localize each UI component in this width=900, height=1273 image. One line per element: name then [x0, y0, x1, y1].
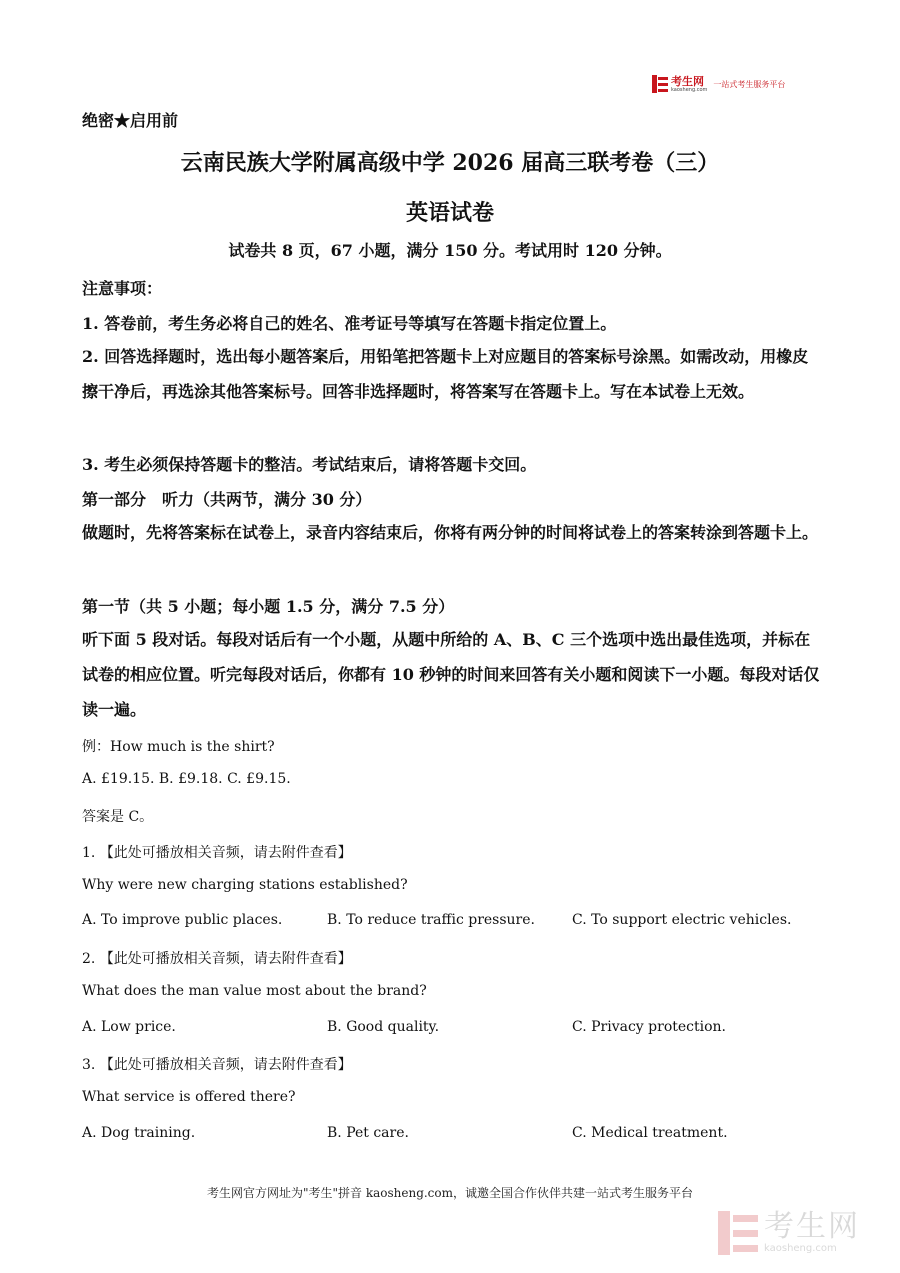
- question-2-option-c: C. Privacy protection.: [572, 1019, 726, 1035]
- logo-cn: 考生网: [671, 74, 704, 88]
- question-1-option-a: A. To improve public places.: [82, 912, 283, 928]
- exam-title: 云南民族大学附属高级中学 2026 届高三联考卷（三）: [180, 150, 720, 176]
- question-3-text: What service is offered there?: [82, 1089, 296, 1105]
- question-2-option-a: A. Low price.: [82, 1019, 176, 1035]
- notice-item-1: 1. 答卷前，考生务必将自己的姓名、准考证号等填写在答题卡指定位置上。: [82, 314, 617, 333]
- watermark-cn: 考生网: [764, 1209, 860, 1244]
- question-3-audio: 3. 【此处可播放相关音频，请去附件查看】: [82, 1057, 352, 1073]
- logo-slogan: 一站式考生服务平台: [713, 79, 786, 89]
- question-3-option-b: B. Pet care.: [327, 1125, 409, 1141]
- confidential-label: 绝密★启用前: [82, 111, 179, 130]
- question-3-option-c: C. Medical treatment.: [572, 1125, 728, 1141]
- part1-heading: 第一部分 听力（共两节，满分 30 分）: [82, 490, 372, 509]
- question-2-text: What does the man value most about the brand?: [82, 983, 427, 999]
- logo-mark-icon: [652, 75, 668, 93]
- question-2-option-b: B. Good quality.: [327, 1019, 440, 1035]
- exam-subtitle: 英语试卷: [405, 200, 494, 226]
- watermark-logo: [718, 1208, 888, 1258]
- question-1-option-b: B. To reduce traffic pressure.: [327, 912, 535, 928]
- section1-heading: 第一节（共 5 小题；每小题 1.5 分，满分 7.5 分）: [82, 597, 455, 616]
- notice-item-2: 2. 回答选择题时，选出每小题答案后，用铅笔把答题卡上对应题目的答案标号涂黑。如需改动，用橡皮擦干净后，再选涂其他答案标号。回答非选择题时，将答案写在答题卡上。写在本试卷上无效。: [82, 347, 809, 401]
- question-1-text: Why were new charging stations established?: [82, 877, 408, 893]
- question-2-audio: 2. 【此处可播放相关音频，请去附件查看】: [82, 951, 352, 967]
- section1-instructions: 听下面 5 段对话。每段对话后有一个小题，从题中所给的 A、B、C 三个选项中选出最佳选项，并标在试卷的相应位置。听完每段对话后，你都有 10 秒钟的时间来回答有关小题和阅读下一小题。每段对话仅读一遍。: [82, 630, 820, 719]
- question-3-option-a: A. Dog training.: [82, 1125, 196, 1141]
- example-question: 例：How much is the shirt?: [82, 739, 275, 755]
- question-1-option-c: C. To support electric vehicles.: [572, 912, 792, 928]
- logo-wordmark: [671, 76, 707, 93]
- page-footer: 考生网官方网址为"考生"拼音 kaosheng.com，诚邀全国合作伙伴共建一站式考生服务平台: [206, 1186, 694, 1200]
- part1-instructions: 做题时，先将答案标在试卷上，录音内容结束后，你将有两分钟的时间将试卷上的答案转涂到答题卡上。: [82, 523, 819, 542]
- notice-item-3: 3. 考生必须保持答题卡的整洁。考试结束后，请将答题卡交回。: [82, 455, 537, 474]
- example-answer: 答案是 C。: [82, 809, 154, 825]
- notice-heading: 注意事项：: [82, 279, 163, 298]
- logo-en: kaosheng.com: [671, 86, 708, 93]
- question-1-audio: 1. 【此处可播放相关音频，请去附件查看】: [82, 845, 352, 861]
- header-logo: [652, 73, 785, 95]
- watermark-en: kaosheng.com: [764, 1243, 837, 1254]
- watermark-text: [764, 1209, 860, 1254]
- watermark-mark-icon: [718, 1211, 758, 1255]
- example-options: A. £19.15. B. £9.18. C. £9.15.: [82, 771, 291, 787]
- exam-info: 试卷共 8 页，67 小题，满分 150 分。考试用时 120 分钟。: [228, 241, 672, 260]
